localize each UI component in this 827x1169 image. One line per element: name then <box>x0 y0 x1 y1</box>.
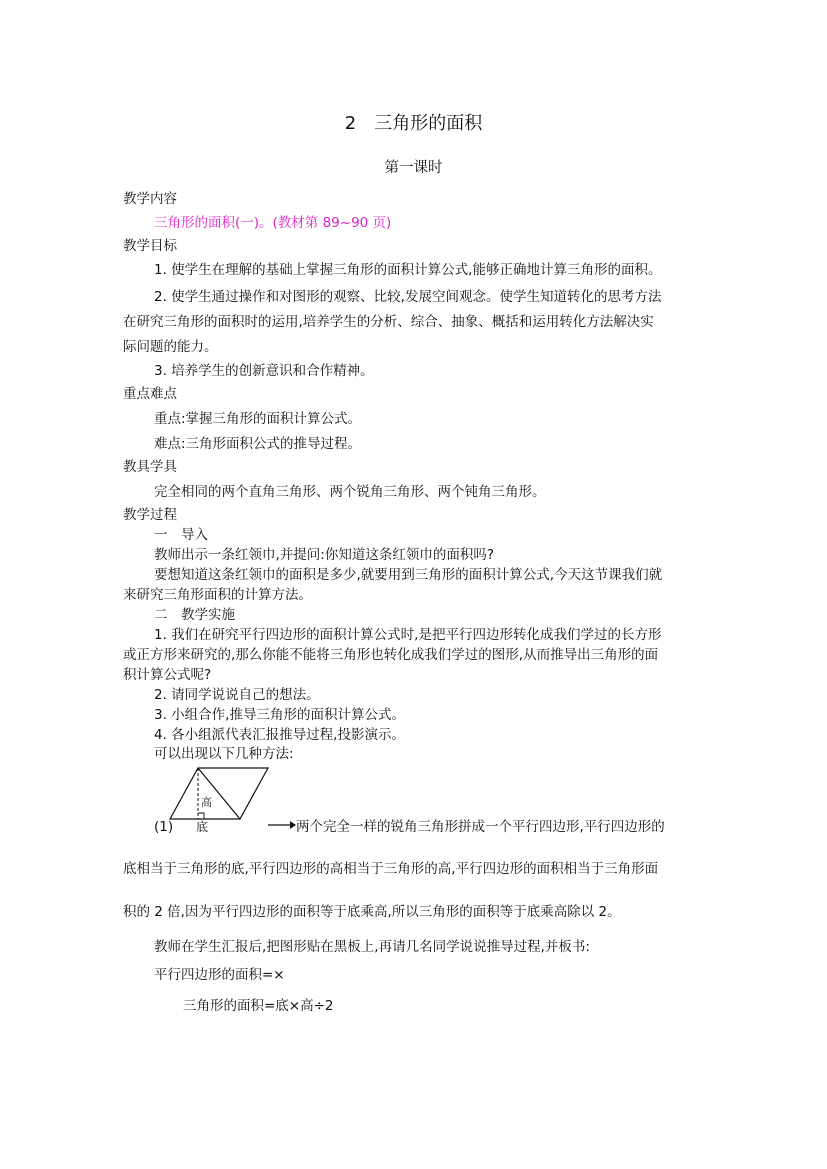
goal-2-line-1: 2. 使学生通过操作和对图形的观察、比较,发展空间观念。使学生知道转化的思考方法 <box>154 289 662 305</box>
process-heading: 教学过程 <box>123 507 177 523</box>
formula-parallelogram: 平行四边形的面积=× <box>154 967 285 983</box>
step-1-paragraph-1: 教师出示一条红领巾,并提问:你知道这条红领巾的面积吗? <box>154 547 495 563</box>
figure-number: (1) <box>154 819 174 835</box>
goal-heading: 教学目标 <box>123 238 177 254</box>
step-2-paragraph-3: 3. 小组合作,推导三角形的面积计算公式。 <box>154 707 405 723</box>
tools-text: 完全相同的两个直角三角形、两个锐角三角形、两个钝角三角形。 <box>154 484 546 500</box>
goal-3: 3. 培养学生的创新意识和合作精神。 <box>154 363 374 379</box>
height-label: 高 <box>201 796 212 809</box>
goal-2-line-3: 际问题的能力。 <box>123 339 218 355</box>
page-title: 2 三角形的面积 <box>344 113 483 134</box>
content-text: 三角形的面积(一)。(教材第 89~90 页) <box>154 215 392 231</box>
difficulty: 难点:三角形面积公式的推导过程。 <box>154 436 362 452</box>
arrow-icon <box>268 819 296 831</box>
formula-triangle: 三角形的面积=底×高÷2 <box>183 998 334 1014</box>
step-2-paragraph-1-line-2: 或正方形来研究的,那么你能不能将三角形也转化成我们学过的图形,从而推导出三角形的面 <box>123 647 659 663</box>
step-2-paragraph-2: 2. 请同学说说自己的想法。 <box>154 687 320 703</box>
base-label: 底 <box>196 820 209 834</box>
key-heading: 重点难点 <box>123 386 177 402</box>
step-2-paragraph-1-line-1: 1. 我们在研究平行四边形的面积计算公式时,是把平行四边形转化成我们学过的长方形 <box>154 627 662 643</box>
goal-2-line-2: 在研究三角形的面积时的运用,培养学生的分析、综合、抽象、概括和运用转化方法解决实 <box>123 314 654 330</box>
closing-text: 教师在学生汇报后,把图形贴在黑板上,再请几名同学说说推导过程,并板书: <box>154 939 590 955</box>
tools-heading: 教具学具 <box>123 459 177 475</box>
key-point: 重点:掌握三角形的面积计算公式。 <box>154 411 362 427</box>
figure-description-line-3: 积的 2 倍,因为平行四边形的面积等于底乘高,所以三角形的面积等于底乘高除以 2。 <box>123 904 621 920</box>
step-1-paragraph-2-line-2: 来研究三角形面积的计算方法。 <box>123 587 312 603</box>
lesson-subtitle: 第一课时 <box>384 160 443 176</box>
step-2-paragraph-5: 可以出现以下几种方法: <box>154 746 294 762</box>
content-heading: 教学内容 <box>123 191 177 207</box>
step-1-heading: 一 导入 <box>154 527 208 543</box>
step-2-paragraph-1-line-3: 积计算公式呢? <box>123 667 212 683</box>
figure-description-line-1: 两个完全一样的锐角三角形拼成一个平行四边形,平行四边形的 <box>296 819 665 835</box>
goal-1: 1. 使学生在理解的基础上掌握三角形的面积计算公式,能够正确地计算三角形的面积。 <box>154 262 662 278</box>
step-1-paragraph-2-line-1: 要想知道这条红领巾的面积是多少,就要用到三角形的面积计算公式,今天这节课我们就 <box>154 567 663 583</box>
step-2-heading: 二 教学实施 <box>154 607 235 623</box>
step-2-paragraph-4: 4. 各小组派代表汇报推导过程,投影演示。 <box>154 727 405 743</box>
figure-description-line-2: 底相当于三角形的底,平行四边形的高相当于三角形的高,平行四边形的面积相当于三角形面 <box>123 861 659 877</box>
